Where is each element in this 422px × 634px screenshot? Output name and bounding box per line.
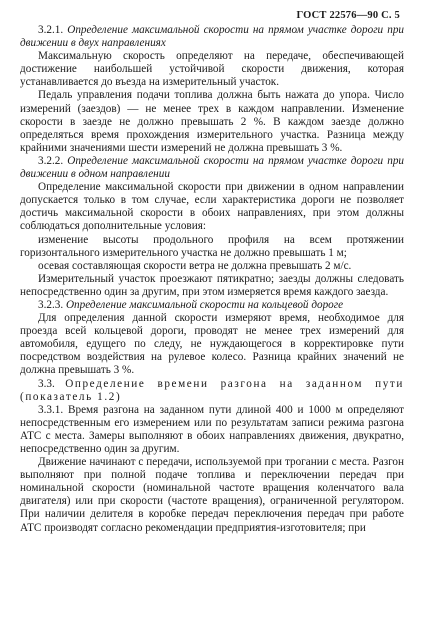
- section-heading-3-2-2: 3.2.2. Определение максимальной скорости на прямом участке дороги при движении в одном направлении: [20, 154, 404, 181]
- paragraph: осевая составляющая скорости ветра не должна превышать 2 м/с.: [38, 259, 352, 272]
- section-heading-3-2-1: 3.2.1. Определение максимальной скорости на прямом участке дороги при движении в двух направлениях: [20, 24, 404, 50]
- paragraph: изменение высоты продольного профиля на всем протяжении горизонтального измерительного участка не должно превышать 1 м;: [20, 233, 404, 259]
- section-heading-3-2-3: 3.2.3. Определение максимальной скорости на кольцевой дороге: [38, 298, 344, 311]
- document-body: [20, 24, 404, 535]
- paragraph: Максимальную скорость определяют на передаче, обеспечивающей достижение наибольшей устойчивой скорости движения, которая устанавливается до въезда на измерительный участок.: [20, 50, 404, 89]
- paragraph: 3.3.1. Время разгона на заданном пути длиной 400 и 1000 м определяют непосредственным его измерением или по результатам записи режима разгона АТС с места. Замеры выполняют в обоих направлениях движения, двукратно, непосредственно один за другим.: [20, 403, 404, 455]
- page-header: ГОСТ 22576—90 С. 5: [296, 10, 400, 21]
- paragraph: Движение начинают с передачи, используемой при трогании с места. Разгон выполняют при полной подаче топлива и переключении передач при номинальной скорости (номинальной частоте вращения коленчатого вала двигателя) или при скорости (частоте вращения), ограниченной регулятором. При наличии делителя в коробке передач переключения передач при работе АТС производят согласно рекомендации предприятия-изготовителя; при: [20, 456, 404, 534]
- paragraph: Для определения данной скорости измеряют время, необходимое для проезда всей кольцевой дороги, проводят не менее трех измерений для автомобиля, едущего по следу, не нуждающегося в корректировке пути посредством воздействия на рулевое колесо. Разница крайних значений не должна превышать 3 %.: [20, 312, 404, 377]
- section-heading-3-3: 3.3. Определение времени разгона на заданном пути (показатель 1.2): [20, 377, 404, 403]
- paragraph: Педаль управления подачи топлива должна быть нажата до упора. Число измерений (заездов) — не менее трех в каждом направлении. Изменение скорости в заезде не должно превышать 2 %. В каждом заезде должно определяться время прохождения измерительного участка. Разница между крайними значениями шести измерений не должна превышать 3 %.: [20, 89, 404, 154]
- paragraph: Определение максимальной скорости при движении в одном направлении допускается только в том случае, если характеристика дороги не позволяет достичь максимальной скорости в обоих направлениях, при этом должны соблюдаться дополнительные условия:: [20, 181, 404, 233]
- paragraph: Измерительный участок проезжают пятикратно; заезды должны следовать непосредственно один за другим, при этом измеряется время каждого заезда.: [20, 272, 404, 298]
